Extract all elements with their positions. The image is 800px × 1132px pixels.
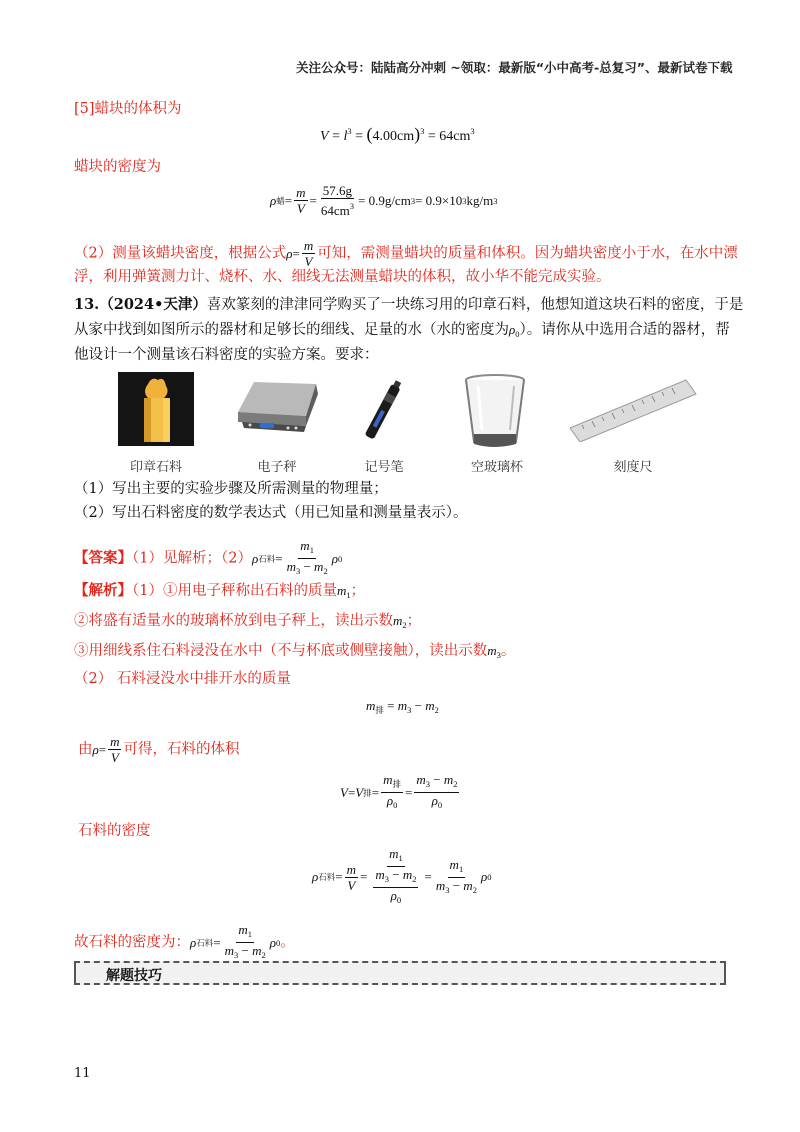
answer-tag: 【答案】 <box>74 549 132 567</box>
analysis-step2-end: ； <box>406 613 422 629</box>
page-number: 11 <box>74 1066 91 1081</box>
analysis-step2-text: ②将盛有适量水的玻璃杯放到电子秤上，读出示数 <box>74 613 393 629</box>
requirement-2: （2）写出石料密度的数学表达式（用已知量和测量量表示）。 <box>74 505 468 521</box>
equation-displaced-mass: $m_排 = m_3 - m_2$ <box>366 698 439 715</box>
ruler-icon <box>568 376 698 442</box>
conclusion-formula: ρ 石料 = $\frac{m_1}{m_3 - m_2}$ ρ 0 <box>190 922 281 960</box>
question-text-2a: 从家中找到如图所示的器材和足够长的细线、足量的水（水的密度为 <box>74 322 509 338</box>
analysis-step2: ②将盛有适量水的玻璃杯放到电子秤上，读出示数$m_2$； <box>74 613 422 630</box>
part2-line1-start: （2）测量该蜡块密度，根据公式 <box>74 245 287 262</box>
question-line3: 他设计一个测量该石料密度的实验方案。要求： <box>74 347 379 363</box>
stone-seal-icon <box>118 372 194 446</box>
analysis-from-line <box>78 734 239 765</box>
analysis-from-start: 由 <box>78 741 93 758</box>
marker-pen-image <box>346 372 422 446</box>
equation-wax-volume: $V = l^3 = (4.00cm)^3 = 64cm^3$ <box>320 124 475 144</box>
equation-stone-density: ρ 石料 = $\frac{m}{V}$ = $\frac{m_1}{\frac{m_3 - m_2}{\rho_0}}$ = $\frac{m_1}{m_3 - m_2}$ ρ 0 <box>312 846 492 905</box>
tips-title: 解题技巧 <box>106 968 162 984</box>
analysis-step1-end: ； <box>350 583 366 599</box>
caption-glass-cup: 空玻璃杯 <box>470 460 523 475</box>
answer-formula: ρ 石料 = $\frac{m_1}{m_3 - m_2}$ ρ 0 <box>251 538 343 576</box>
equation-wax-density: ρ 蜡 = $\frac{m}{V}$ = $\frac{57.6g}{64cm^3}$ = 0.9g/cm 3 = 0.9×10 3 kg/m 3 <box>270 183 498 218</box>
question-line2: 从家中找到如图所示的器材和足够长的细线、足量的水（水的密度为$\rho_0$）。请你从中选用合适的器材，帮 <box>74 322 730 339</box>
caption-electronic-scale: 电子秤 <box>257 460 297 475</box>
electronic-scale-icon <box>232 372 322 442</box>
electronic-scale-image <box>232 372 322 442</box>
stone-seal-image <box>118 372 194 446</box>
analysis-from-end: 可得，石料的体积 <box>123 741 240 758</box>
ruler-image <box>568 376 698 442</box>
analysis-tag: 【解析】 <box>74 582 132 599</box>
caption-ruler: 刻度尺 <box>613 460 653 475</box>
analysis-step1: 【解析】（1）①用电子秤称出石料的质量$m_1$； <box>74 582 366 600</box>
analysis-density-label: 石料的密度 <box>78 823 151 839</box>
equation-stone-volume: V = V 排 = $\frac{m_排}{\rho_0}$ = $\frac{m_3 - m_2}{\rho_0}$ <box>340 772 458 810</box>
formula-density-inline: ρ = $\frac{m}{V}$ <box>286 238 314 269</box>
tips-section-box <box>74 961 726 985</box>
part2-line2: 浮，利用弹簧测力计、烧杯、水、细线无法测量蜡块的体积，故小华不能完成实验。 <box>74 269 611 285</box>
question-source: （2024•天津） <box>99 296 207 313</box>
answer-text: （1）见解析；（2） <box>132 550 252 567</box>
glass-cup-icon <box>460 372 530 450</box>
caption-stone-seal: 印章石料 <box>129 460 182 475</box>
wax-volume-label: [5]蜡块的体积为 <box>74 101 182 117</box>
wax-density-label: 蜡块的密度为 <box>74 159 161 175</box>
part2-line1-end: 可知，需测量蜡块的质量和体积。因为蜡块密度小于水，在水中漂 <box>317 245 738 262</box>
requirement-1: （1）写出主要的实验步骤及所需测量的物理量； <box>74 481 388 497</box>
marker-pen-icon <box>346 372 422 446</box>
question-number: 13. <box>74 296 100 313</box>
answer-line <box>74 538 342 579</box>
analysis-part2: （2） 石料浸没水中排开水的质量 <box>74 671 291 687</box>
header-notice: 关注公众号：陆陆高分冲刺 ~领取：最新版“小中高考-总复习”、最新试卷下载 <box>296 60 733 75</box>
part2-line1 <box>74 238 738 269</box>
conclusion-end: 。 <box>280 934 295 951</box>
analysis-step1-text: （1）①用电子秤称出石料的质量 <box>132 583 337 599</box>
question-text-2b: ）。请你从中选用合适的器材，帮 <box>519 322 730 338</box>
glass-cup-image <box>460 372 530 450</box>
analysis-step3: ③用细线系住石料浸没在水中（不与杯底或侧壁接触），读出示数$m_3$。 <box>74 643 516 660</box>
formula-density-inline-2: ρ = $\frac{m}{V}$ <box>92 734 120 765</box>
analysis-step3-end: 。 <box>500 643 516 659</box>
conclusion-text: 故石料的密度为： <box>74 934 190 951</box>
question-line1 <box>74 296 743 314</box>
question-text-1: 喜欢篆刻的津津同学购买了一块练习用的印章石料，他想知道这块石料的密度，于是 <box>206 297 744 313</box>
caption-marker-pen: 记号笔 <box>364 460 404 475</box>
analysis-step3-text: ③用细线系住石料浸没在水中（不与杯底或侧壁接触），读出示数 <box>74 643 488 659</box>
analysis-conclusion <box>74 922 295 963</box>
